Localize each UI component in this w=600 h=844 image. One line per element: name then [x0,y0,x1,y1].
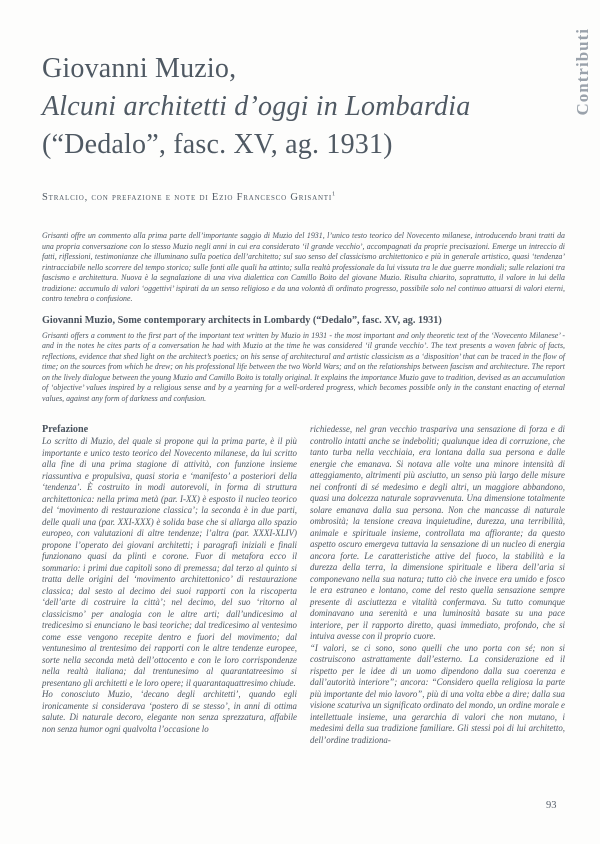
byline-text: Stralcio, con prefazione e note di Ezio Francesco Grisanti [42,192,333,203]
body-paragraph: Lo scritto di Muzio, del quale si propone qui la prima parte, è il più importante e unico testo teorico del Novecento milanese, da lui scritto alla fine di una prima stagione di attività, con funzione insieme riassuntiva e propulsiva, quasi storia e ‘manifesto’ a posteriori della ‘tendenza’. È costruito in modi autorevoli, in forma di struttura architettonica: nella prima metà (par. I-XX) è esposto il nucleo teorico del ‘movimento di restaurazione classica’; la seconda è in due parti, delle quali una (par. XXI-XXX) è solida base che si allarga allo spazio europeo, con valutazioni di altre tendenze; l’altra (par. XXXI-XLIV) propone l’operato dei giovani architetti; i paragrafi iniziali e finali funzionano quasi da plinti e corone. Fuor di metafora ecco il sommario: i primi due capitoli sono di premessa; dal terzo al quinto si tratta delle origini del ‘movimento architettonico’ di restaurazione classica; dal sesto al decimo dei suoi rapporti con la riscoperta ‘dell’arte di costruire la città’; nel decimo, del suo ‘ritorno al classicismo’ per analogia con le altre arti; dall’undicesimo al tredicesimo si enunciano le basi teoriche; dal tredicesimo al ventesimo come esse vengono recepite dentro e fuori del movimento; dal ventunesimo al trentesimo dei rapporti con le altre tendenze europee, sorte nella seconda metà dell’ottocento e con le loro corrispondenze nella realtà italiana; dal trentunesimo al quarantatreesimo si presentano gli architetti e le loro opere; il quarantaquattresimo chiude. [42,436,297,688]
byline [42,192,565,203]
page-content [42,0,565,746]
article-title-line-2: Alcuni architetti d’oggi in Lombardia [42,91,471,122]
section-tab-contributi: Contributi [573,28,592,116]
body-paragraph: “I valori, se ci sono, sono quelli che uno porta con sé; non si costruiscono astrattamente dall’esterno. La considerazione ed il rispetto per le idee di un uomo dipendono dalla sua coerenza e dall’autorità interiore”; ancora: “Considero quella religiosa la parte più importante del mio lavoro”, più di una volta ebbe a dire; dalla sua visione scaturiva un significato ordinato del mondo, un ordine morale e intellettuale insieme, una gerarchia di valori che non mutano, i medesimi della sua tradizione familiare. Gli stessi poi di lui architetto, dell’ordine tradiziona- [310,642,565,745]
page-number: 93 [546,800,557,811]
body-columns [42,424,565,746]
article-title-line-3: (“Dedalo”, fasc. XV, ag. 1931) [42,129,393,160]
abstract-italian: Grisanti offre un commento alla prima parte dell’importante saggio di Muzio del 1931, l’unico testo teorico del Novecento milanese, introducendo brani tratti da una propria conversazione con lo stesso Muzio negli anni in cui era considerato ‘il grande vecchio’, accompagnati da proprie precisazioni. Emerge un intreccio di fatti, riflessioni, testimonianze che illuminano sulla poetica dell’architetto; sul suo senso del classicismo architettonico e più in generale artistico, quasi ‘tendenza’ rintracciabile nello scorrere del tempo storico; sulle fonti alle quali ha attinto; sulla realtà professionale da lui vissuta tra le due guerre mondiali; sulle relazioni tra fascismo e architettura. Nuova è la segnalazione di una viva dialettica con Camillo Boito del giovane Muzio. Risulta chiarito, soprattutto, il valore in lui della tradizione: accumulo di valori ‘oggettivi’ ispirati da un senso religioso e da una volontà di ordinato progresso, possibile solo nel continuo attuarsi di valori eterni, contro tenebra o confusione. [42,231,565,303]
article-title-line-1: Giovanni Muzio, [42,53,237,84]
footnote-ref: 1 [332,190,337,198]
body-paragraph: Ho conosciuto Muzio, ‘decano degli architetti’, quando egli ironicamente si considerava ‘postero di se stesso’, in anni di ottima salute. Di naturale decoro, elegante non senza sprezzatura, affabile non senza humor ogni qualvolta l’occasione lo [42,689,297,734]
article-title [42,50,565,164]
right-column [310,424,565,746]
english-title-heading: Giovanni Muzio, Some contemporary architects in Lombardy (“Dedalo”, fasc. XV, ag. 1931) [42,314,442,326]
section-heading-prefazione: Prefazione [42,424,89,435]
body-paragraph: richiedesse, nel gran vecchio traspariva una sensazione di forza e di controllo intatti anche se indeboliti; qualunque idea di corruzione, che tanto turba nella vecchiaia, era lontana dalla sua persona e dalle energie che emanava. Si notava alle volte una minore intensità di atteggiamento, altrimenti più asciutto, un senso più largo delle misure nei confronti di sé medesimo e degli altri, un maggiore abbandono, quasi una dolcezza naturale sopravvenuta. Una dimensione totalmente solare emanava dalla sua persona. Non che mancasse di naturale ombrosità; la tensione creava inquietudine, durezza, una terribilità, animale e spirituale insieme, controllata ma affiorante; da questo aspetto oscuro emergeva tuttavia la sensazione di un nucleo di energia ancora forte. Le caratteristiche attive del fuoco, la stabilità e la durezza della terra, la dimensione spirituale e libera dell’aria si componevano nella sua natura; tutto ciò che invece era umido e fosco le era estraneo e lontano, come del resto quella sensazione sempre presente di asciuttezza e vitalità confermava. Su tutto comunque dominavano una serenità e una luminosità basate su una pace interiore, per il rapporto diretto, quasi immediato, profondo, che si intuiva avesse con il proprio cuore. [310,424,565,641]
left-column [42,424,297,746]
abstract-english: Grisanti offers a comment to the first part of the important text written by Muzio in 1931 - the most important and only theoretic text of the ‘Novecento Milanese’ - and in the notes he cites parts of a conversation he had with Muzio at the time he was considered ‘il grande vecchio’. The text presents a woven fabric of facts, reflections, evidence that shed light on the architect’s poetics; on his sense of architectural and artistic classicism as a ‘disposition’ that can be traced in the flow of time; on the sources from which he drew; on his professional life between the two World Wars; and on the relationships between fascism and architecture. The report on the lively dialogue between the young Muzio and Camillo Boito is totally original. It explains the importance Muzio gave to tradition, devised as an accumulation of ‘objective’ values inspired by a religious sense and by a yearning for a well-ordered progress, which becomes possible only in the constant enacting of eternal values, against any form of darkness and confusion. [42,330,565,403]
